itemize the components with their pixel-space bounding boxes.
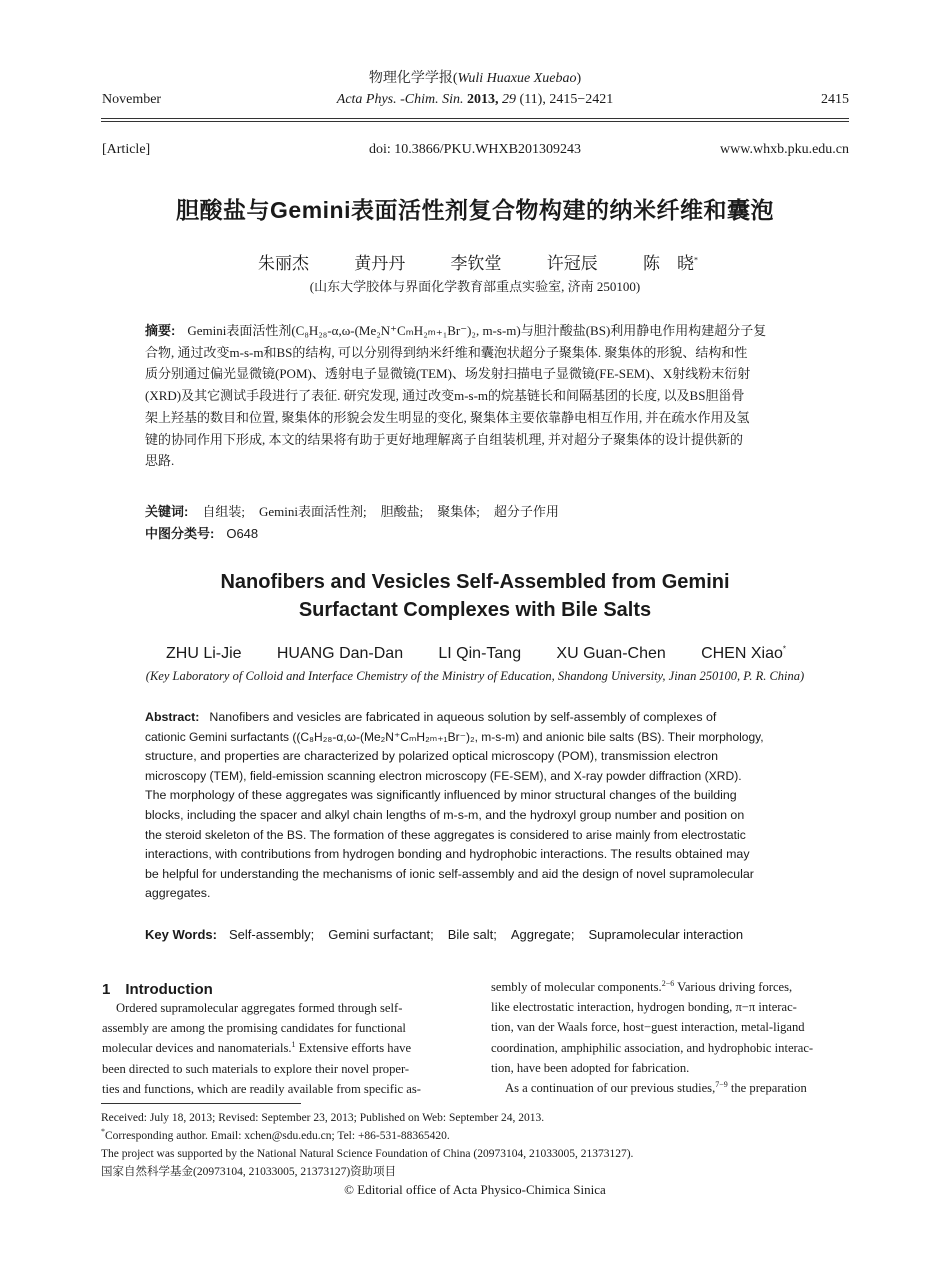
author-cn: 黄丹丹 (354, 254, 406, 273)
keyword-en: Bile salt; (447, 927, 497, 942)
keyword-cn: 超分子作用 (493, 504, 559, 519)
abstract-cn-line: (XRD)及其它测试手段进行了表征. 研究发现, 通过改变m-s-m的烷基链长和间隔基团的长度, 以及BS胆甾骨 (145, 388, 745, 404)
author-en: LI Qin-Tang (438, 645, 522, 662)
page-number: 2415 (821, 92, 849, 107)
classification-code: O648 (226, 526, 259, 541)
doi[interactable]: doi: 10.3866/PKU.WHXB201309243 (369, 142, 581, 157)
article-type: [Article] (102, 142, 151, 157)
abstract-cn-line: 架上羟基的数目和位置, 聚集体的形貌会发生明显的变化, 聚集体主要依靠静电相互作用, 并在疏水作用及氢 (145, 409, 750, 425)
intro-line: As a continuation of our previous studies, (505, 1081, 716, 1096)
author-cn: 李钦堂 (450, 254, 502, 273)
citation-line: Acta Phys. -Chim. Sin. 2013, 29 (11), 2415−2421 (336, 92, 614, 107)
author-cn: 陈 晓* (643, 254, 698, 273)
corresponding-mark: * (101, 1127, 105, 1137)
author-cn: 朱丽杰 (258, 254, 309, 273)
footnotes (101, 1109, 633, 1181)
keyword-en: Self-assembly; (229, 927, 315, 942)
intro-line: the preparation (727, 1081, 807, 1096)
abstract-en-line: interactions, with contributions from hydrogen bonding and hydrophobic interactions. The results obtained may (145, 847, 750, 862)
affiliation-en: (Key Laboratory of Colloid and Interface Chemistry of the Ministry of Education, Shandong University, Jinan 250100, P. R. China) (145, 669, 805, 683)
footnote-rule (101, 1103, 301, 1104)
header-rule (101, 118, 849, 119)
authors-en (166, 645, 786, 663)
abstract-cn-line: 合物, 通过改变m-s-m和BS的结构, 可以分别得到纳米纤维和囊泡状超分子聚集体. 聚集体的形貌、结构和性 (145, 344, 748, 360)
intro-line: tion, have been adopted for fabrication. (491, 1060, 690, 1075)
abstract-cn-line: 键的协同作用下形成, 本文的结果将有助于更好地理解离子自组装机理, 并对超分子聚集体的设计提供新的 (145, 431, 744, 447)
keyword-cn: 聚集体; (437, 504, 480, 519)
keyword-cn: 胆酸盐; (380, 504, 424, 519)
abstract-cn-line: Gemini表面活性剂(C₈H₂₈-α,ω-(Me₂N⁺CₘH₂ₘ₊₁Br⁻)₂, m-s-m)与胆汁酸盐(BS)利用静电作用构建超分子复 (187, 323, 767, 338)
intro-line: been directed to such materials to explore their novel proper- (102, 1061, 410, 1076)
abstract-cn-line: 质分别通过偏光显微镜(POM)、透射电子显微镜(TEM)、场发射扫描电子显微镜(FE-SEM)、X射线粉末衍射 (145, 366, 751, 382)
keyword-en: Supramolecular interaction (588, 927, 744, 942)
author-en: XU Guan-Chen (556, 645, 666, 662)
section-heading: 1 Introduction (102, 981, 213, 998)
abstract-en-line: Nanofibers and vesicles are fabricated in aqueous solution by self-assembly of complexes of (209, 710, 717, 724)
abstract-en-line: aggregates. (145, 886, 211, 901)
author-cn: 许冠辰 (546, 254, 598, 273)
abstract-cn-label: 摘要: (145, 323, 176, 338)
abstract-cn-line: 思路. (145, 453, 175, 469)
intro-line: assembly are among the promising candidates for functional (102, 1021, 406, 1036)
intro-line: coordination, amphiphilic association, and hydrophobic interac- (491, 1040, 814, 1055)
keyword-cn: Gemini表面活性剂; (258, 504, 367, 519)
title-cn: 胆酸盐与Gemini表面活性剂复合物构建的纳米纤维和囊泡 (176, 197, 774, 223)
intro-left-column (102, 998, 458, 1099)
author-en: CHEN Xiao* (701, 644, 786, 662)
abstract-en-line: cationic Gemini surfactants ((C₈H₂₈-α,ω-(Me₂N⁺CₘH₂ₘ₊₁Br⁻)₂, m-s-m) and anionic bile salts (BS). Their morphology, (145, 729, 764, 744)
abstract-en-line: be helpful for understanding the mechanisms of ionic self-assembly and aid the design of novel supramolecular (145, 866, 754, 881)
abstract-en-label: Abstract: (145, 710, 200, 724)
title-en-line: Nanofibers and Vesicles Self-Assembled from Gemini (220, 571, 730, 593)
intro-line: ties and functions, which are readily available from specific as- (102, 1081, 421, 1096)
funding-cn: 国家自然科学基金(20973104, 21033005, 21373127)资助项目 (101, 1166, 397, 1178)
intro-line: molecular devices and nanomaterials. (102, 1041, 292, 1056)
keywords-en-label: Key Words: (145, 927, 217, 942)
keyword-cn: 自组装; (202, 504, 245, 519)
received-dates: Received: July 18, 2013; Revised: September 23, 2013; Published on Web: September 24, 2013. (101, 1112, 545, 1124)
abstract-en (145, 708, 805, 904)
author-en: ZHU Li-Jie (166, 645, 242, 662)
corresponding-author: Corresponding author. Email: xchen@sdu.edu.cn; Tel: +86-531-88365420. (105, 1130, 450, 1142)
author-en: HUANG Dan-Dan (276, 645, 404, 662)
abstract-en-line: blocks, including the spacer and alkyl chain lengths of m-s-m, and the hydroxyl group number and position on (145, 807, 745, 822)
corresponding-mark: * (694, 255, 698, 265)
corresponding-mark: * (782, 644, 786, 654)
keyword-en: Aggregate; (510, 927, 575, 942)
funding-en: The project was supported by the National Natural Science Foundation of China (20973104, 21033005, 21373127). (101, 1148, 634, 1160)
intro-line: tion, van der Waals force, host−guest interaction, metal-ligand (491, 1020, 805, 1035)
copyright: © Editorial office of Acta Physico-Chimica Sinica (344, 1182, 606, 1197)
intro-line: sembly of molecular components. (491, 980, 662, 994)
authors-cn (258, 249, 698, 274)
title-en (0, 568, 950, 624)
issue-month: November (102, 92, 162, 107)
citation-ref[interactable]: 1 (291, 1040, 296, 1050)
intro-line: Extensive efforts have (295, 1041, 412, 1056)
abstract-en-line: the steroid skeleton of the BS. The formation of these aggregates is considered to arise mainly from electrostatic (145, 827, 746, 842)
intro-right-column (491, 977, 849, 1098)
keywords-cn (145, 501, 559, 520)
keyword-en: Gemini surfactant; (328, 927, 434, 942)
citation-ref[interactable]: 7−9 (715, 1079, 728, 1089)
title-en-line: Surfactant Complexes with Bile Salts (298, 599, 652, 621)
abstract-en-line: microscopy (TEM), field-emission scanning electron microscopy (FE-SEM), and X-ray powder diffraction (XRD). (145, 768, 742, 783)
intro-line: Various driving forces, (674, 980, 793, 994)
keywords-cn-label: 关键词: (145, 504, 189, 519)
journal-name: 物理化学学报(Wuli Huaxue Xuebao) (368, 71, 582, 86)
abstract-en-line: The morphology of these aggregates was significantly influenced by minor structural changes of the building (145, 788, 737, 803)
intro-line: Ordered supramolecular aggregates formed through self- (116, 1001, 403, 1015)
journal-website[interactable]: www.whxb.pku.edu.cn (720, 142, 849, 157)
abstract-cn (145, 320, 805, 472)
keywords-en (145, 927, 743, 942)
header-rule-double (101, 121, 849, 122)
classification-cn-label: 中图分类号: (145, 526, 215, 541)
abstract-en-line: structure, and properties are characterized by polarized optical microscopy (POM), transmission electron (145, 749, 718, 764)
citation-ref[interactable]: 2−6 (661, 978, 675, 988)
affiliation-cn: (山东大学胶体与界面化学教育部重点实验室, 济南 250100) (309, 279, 641, 294)
intro-line: like electrostatic interaction, hydrogen bonding, π−π interac- (491, 1000, 797, 1015)
classification-cn (145, 523, 258, 542)
